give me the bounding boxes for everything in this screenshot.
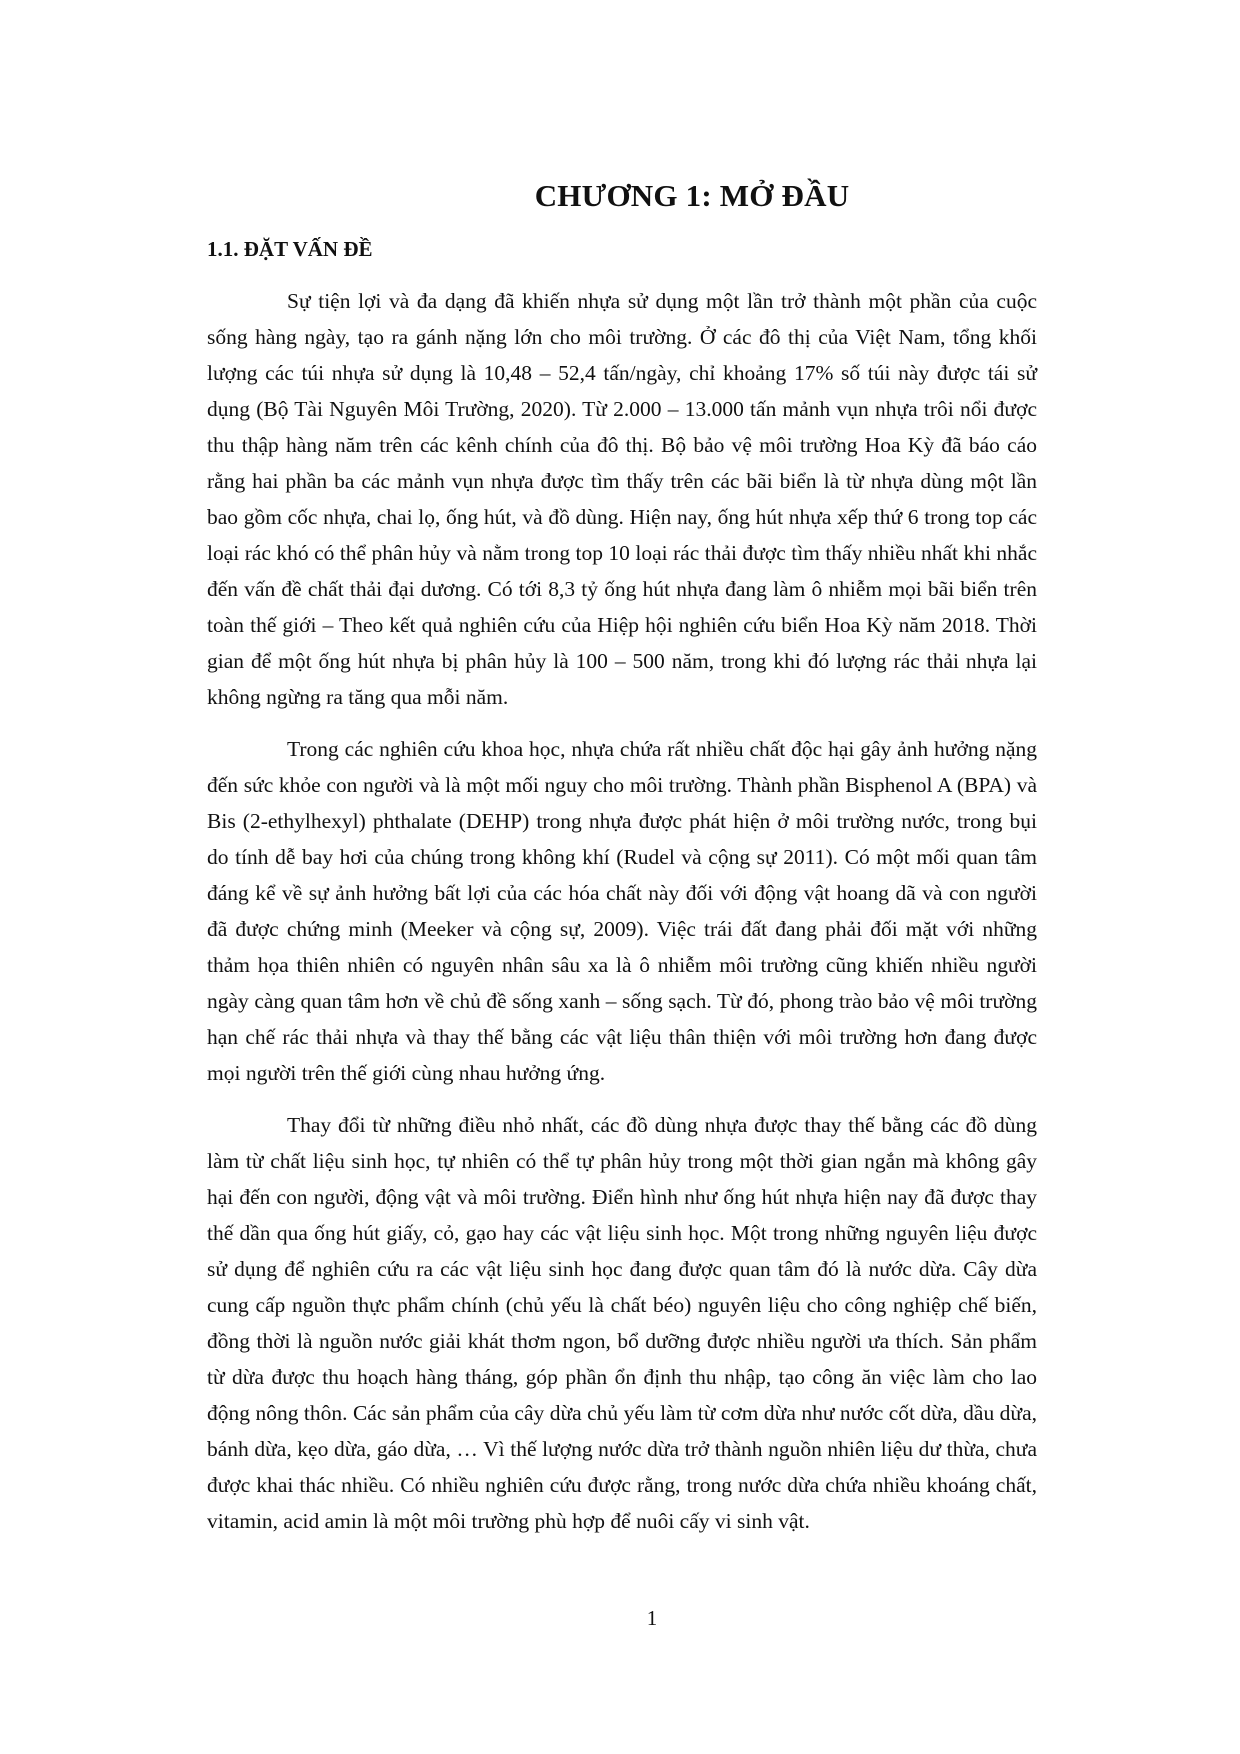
section-heading: 1.1. ĐẶT VẤN ĐỀ [207,237,373,261]
chapter-title: CHƯƠNG 1: MỞ ĐẦU [534,178,850,213]
page-number: 1 [646,1606,658,1630]
paragraph-1: Sự tiện lợi và đa dạng đã khiến nhựa sử dụng một lần trở thành một phần của cuộc sống hàng ngày, tạo ra gánh nặng lớn cho môi trường. Ở các đô thị của Việt Nam, tổng khối lượng các túi nhựa sử dụng là 10,48 – 52,4 tấn/ngày, chỉ khoảng 17% số túi này được tái sử dụng (Bộ Tài Nguyên Môi Trường, 2020). Từ 2.000 – 13.000 tấn mảnh vụn nhựa trôi nổi được thu thập hàng năm trên các kênh chính của đô thị. Bộ bảo vệ môi trường Hoa Kỳ đã báo cáo rằng hai phần ba các mảnh vụn nhựa được tìm thấy trên các bãi biển là từ nhựa dùng một lần bao gồm cốc nhựa, chai lọ, ống hút, và đồ dùng. Hiện nay, ống hút nhựa xếp thứ 6 trong top các loại rác khó có thể phân hủy và nằm trong top 10 loại rác thải được tìm thấy nhiều nhất khi nhắc đến vấn đề chất thải đại dương. Có tới 8,3 tỷ ống hút nhựa đang làm ô nhiễm mọi bãi biển trên toàn thế giới – Theo kết quả nghiên cứu của Hiệp hội nghiên cứu biển Hoa Kỳ năm 2018. Thời gian để một ống hút nhựa bị phân hủy là 100 – 500 năm, trong khi đó lượng rác thải nhựa lại không ngừng ra tăng qua mỗi năm. [207,289,1037,709]
body-text [207,283,1037,1555]
paragraph-3: Thay đổi từ những điều nhỏ nhất, các đồ dùng nhựa được thay thế bằng các đồ dùng làm từ chất liệu sinh học, tự nhiên có thể tự phân hủy trong một thời gian ngắn mà không gây hại đến con người, động vật và môi trường. Điển hình như ống hút nhựa hiện nay đã được thay thế dần qua ống hút giấy, cỏ, gạo hay các vật liệu sinh học. Một trong những nguyên liệu được sử dụng để nghiên cứu ra các vật liệu sinh học đang được quan tâm đó là nước dừa. Cây dừa cung cấp nguồn thực phẩm chính (chủ yếu là chất béo) nguyên liệu cho công nghiệp chế biến, đồng thời là nguồn nước giải khát thơm ngon, bổ dưỡng được nhiều người ưa thích. Sản phẩm từ dừa được thu hoạch hàng tháng, góp phần ổn định thu nhập, tạo công ăn việc làm cho lao động nông thôn. Các sản phẩm của cây dừa chủ yếu làm từ cơm dừa như nước cốt dừa, dầu dừa, bánh dừa, kẹo dừa, gáo dừa, … Vì thế lượng nước dừa trở thành nguồn nhiên liệu dư thừa, chưa được khai thác nhiều. Có nhiều nghiên cứu được rằng, trong nước dừa chứa nhiều khoáng chất, vitamin, acid amin là một môi trường phù hợp để nuôi cấy vi sinh vật. [207,1113,1037,1533]
document-page [207,0,1037,1754]
paragraph-2: Trong các nghiên cứu khoa học, nhựa chứa rất nhiều chất độc hại gây ảnh hưởng nặng đến sức khỏe con người và là một mối nguy cho môi trường. Thành phần Bisphenol A (BPA) và Bis (2-ethylhexyl) phthalate (DEHP) trong nhựa được phát hiện ở môi trường nước, trong bụi do tính dễ bay hơi của chúng trong không khí (Rudel và cộng sự 2011). Có một mối quan tâm đáng kể về sự ảnh hưởng bất lợi của các hóa chất này đối với động vật hoang dã và con người đã được chứng minh (Meeker và cộng sự, 2009). Việc trái đất đang phải đối mặt với những thảm họa thiên nhiên có nguyên nhân sâu xa là ô nhiễm môi trường cũng khiến nhiều người ngày càng quan tâm hơn về chủ đề sống xanh – sống sạch. Từ đó, phong trào bảo vệ môi trường hạn chế rác thải nhựa và thay thế bằng các vật liệu thân thiện với môi trường hơn đang được mọi người trên thế giới cùng nhau hưởng ứng. [207,737,1037,1085]
